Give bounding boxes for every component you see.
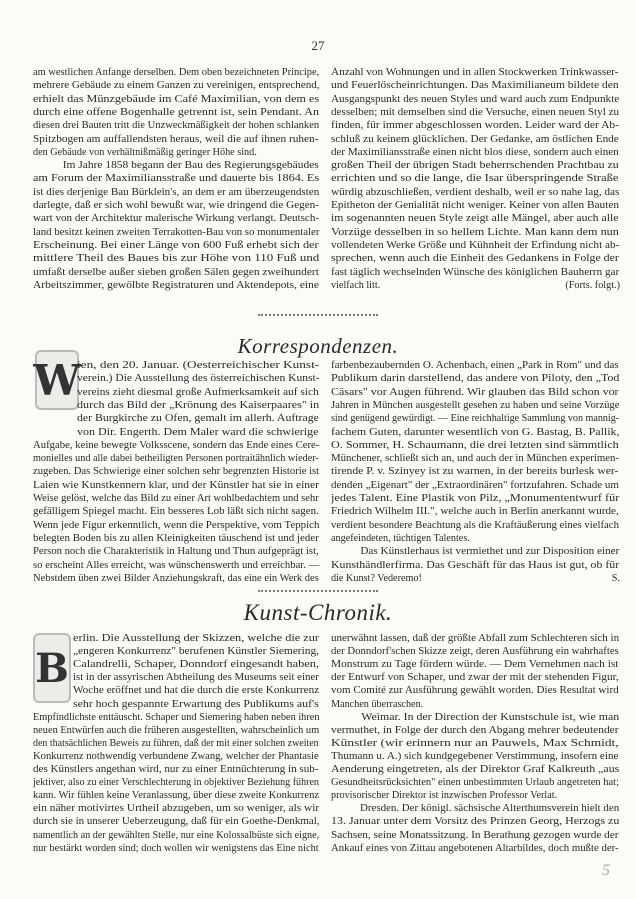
text-line-content: der Maximiliansstraße einen nicht blos diese, sondern auch einen xyxy=(331,146,619,158)
text-line-content: mittlere Theil des Baues bis zur Höhe von 110 Fuß und xyxy=(33,253,320,265)
text-line-content: am westlichen Anfange derselben. Dem oben bezeichneten Principe, xyxy=(33,67,320,78)
text-line xyxy=(73,699,320,711)
text-line-content: den Gebäude von verhältnißmäßig geringer Höhe sind. xyxy=(33,146,257,158)
text-line-content: fast täglich wechselnden Wünsche des königlichen Bauherrn gar xyxy=(331,266,620,278)
text-line xyxy=(331,764,620,776)
text-line-content: sind genügend gewürdigt. — Eine reichhaltige Sammlung von mannig- xyxy=(331,413,620,425)
text-line-content: Manchen überraschen. xyxy=(331,698,424,710)
text-line-content: vermuthet, in Folge der durch den Abgang mehrer bedeutender xyxy=(331,724,619,736)
text-line-content: der Entwurf von Schaper, und zwar der mit der stehenden Figur, xyxy=(331,672,619,684)
text-line-content: Person noch die Charakteristik in Haltung und Thun aufgeprägt ist, xyxy=(33,546,319,558)
text-line-content: nur bestärkt worden sind; doch wollen wir wenigstens das Eine nicht xyxy=(33,842,319,854)
text-line-content: vollendeten Werke Größe und Kühnheit der Erfindung nicht ab- xyxy=(331,239,620,251)
text-line-content: Ausgangspunkt des neuen Styles und ward auch zum Endpunkte xyxy=(331,93,620,105)
text-line-content: namentlich an der gewählten Stelle, nur eine Kolossalbüste sich eigne, xyxy=(33,829,320,841)
text-line xyxy=(331,830,620,842)
kunst-chronik-right-column xyxy=(331,0,620,880)
korrespondenzen-heading: Korrespondenzen. xyxy=(237,334,399,358)
text-line-content: Künstler (wir erinnern nur an Pauwels, Max Schmidt, xyxy=(331,737,619,749)
text-line-content: fachem Guten, darunter wesentlich von G. Bastag, B. Pallik, xyxy=(331,426,620,438)
text-line-content: ien, den 20. Januar. (Oesterreichischer Kunst- xyxy=(77,360,320,371)
text-line-content: der Burgkirche zu Ofen, gemalt im allerh. Auftrage xyxy=(77,413,319,425)
text-line-content: Spitzbogen am auffallendsten heraus, weil die auf ihnen ruhen- xyxy=(33,133,319,145)
text-line-content: O. Sommer, H. Schaumann, die drei letzten sind sämmtlich xyxy=(331,439,619,451)
text-line-content: verdient besondere Beachtung als die Kraftäußerung eines vielfach xyxy=(331,519,619,531)
pencil-margin-note: 5 xyxy=(602,862,610,879)
text-line-content: die Kunst? Vederemo! xyxy=(331,572,422,584)
text-line-content: Gesundheitsrücksichten" einen unbestimmten Urlaub angetreten hat; xyxy=(331,777,620,789)
text-line-content: ein näher motivirtes Urtheil abzugeben, um so weniger, als wir xyxy=(33,803,320,815)
text-line-content: Weimar. In der Direction der Kunstschule ist, wie man xyxy=(361,711,620,723)
text-line-content: Friedrich Wilhelm III.", welche auch in Berlin anerkannt wurde, xyxy=(331,506,619,518)
text-line xyxy=(33,816,320,828)
text-line-content: land besitzt keinen zweiten Terrakotten-Bau von so monumentaler xyxy=(33,226,320,238)
text-line xyxy=(73,646,320,658)
text-line-content: Aufgabe, keine bewegte Volksscene, sondern das Ende eines Cere- xyxy=(33,439,320,451)
text-line-content: wart von der Architektur malerische Wirkung verlangt. Deutsch- xyxy=(33,213,320,225)
text-line xyxy=(73,633,320,645)
author-signature: S. xyxy=(611,572,620,584)
text-line-content: Arbeitszimmer, gewölbte Registraturen und Aktendepots, eine xyxy=(33,279,319,291)
text-line xyxy=(331,633,620,645)
text-line-content: angefeindeten, tüchtigen Talentes. xyxy=(331,532,470,544)
text-line-content: jedes Talent. Eine Plastik von Pilz, „Monumententwurf für xyxy=(331,493,620,504)
text-line-content: Im Jahre 1858 begann der Bau des Regierungsgebäudes xyxy=(62,160,319,172)
text-line-content: diesen drei Bauten tritt die Unzweckmäßigkeit der hohen schlanken xyxy=(33,120,320,132)
text-line-content: am Forum der Maximiliansstraße und dauerte bis 1864. Es xyxy=(33,173,320,185)
text-line-content: Woche eröffnet und hat die durch die erste Konkurrenz xyxy=(73,685,320,697)
text-line xyxy=(331,725,620,737)
page-number: 27 xyxy=(311,38,325,53)
text-line-content: Publikum darin darstellend, das andere von Piloty, den „Tod xyxy=(331,373,620,385)
text-line xyxy=(331,790,620,802)
text-line xyxy=(331,816,620,828)
text-line-content: Erscheinung. Bei einer Länge von 600 Fuß erhebt sich der xyxy=(33,239,319,251)
drop-cap-w: W xyxy=(35,350,79,410)
text-line-content: durch sie in unserer Ueberzeugung, daß für ein Goethe-Denkmal, xyxy=(33,816,320,828)
text-line-content: gefälligem Spiegel macht. Ein besseres Lob läßt sich nicht sagen. xyxy=(33,506,319,518)
text-line xyxy=(73,685,320,697)
text-line-content: neuen Entwürfen auch die früheren ausgestellten, wahrscheinlich um xyxy=(33,724,320,736)
continuation-note: (Forts. folgt.) xyxy=(565,279,620,291)
text-line-content: Wenn jede Figur erkenntlich, wenn die Perspektive, vom Teppich xyxy=(33,519,320,531)
text-line xyxy=(331,777,620,789)
text-line-content: Cäsars" vor Augen führend. Wir glauben das Bild schon vor xyxy=(331,386,619,398)
text-line-content: des Künstlers angethan wird, nur zu einer Entnüchterung in sub- xyxy=(33,764,319,775)
text-line-content: Monstrum zu Tage fördern würde. — Dem Vernehmen nach ist xyxy=(331,659,619,671)
text-line-content: Empfindlichste enttäuscht. Schaper und Siemering haben neben ihren xyxy=(33,711,320,723)
text-line xyxy=(33,712,320,724)
text-line-content: den thatsächlichen Beweis zu führen, daß der mit einer solchen zweiten xyxy=(33,737,319,749)
drop-cap-b: B xyxy=(33,633,71,703)
text-line-content: Laien wie Kunstkennern klar, und der Künstler hat sie in einer xyxy=(33,479,319,491)
text-line-content: im sogenannten neuen Style zeigt alle Mängel, aber auch alle xyxy=(331,213,619,225)
text-line-content: darlegte, daß er sich wohl bewußt war, wie dringend die Gegen- xyxy=(33,200,319,211)
text-line-content: würdig abzuschließen, verdient deshalb, weil er so nahe lag, das xyxy=(331,186,620,198)
text-line xyxy=(331,843,620,855)
text-line xyxy=(331,672,620,684)
text-line-content: errichten und so die lange, die Isar überspringende Straße xyxy=(331,173,619,185)
text-line-content: kann. Wir fühlen keine Veranlassung, über diese zweite Konkurrenz xyxy=(33,790,320,802)
text-line-content: ist dies derjenige Bau Bürklein's, an dem er am überzeugendsten xyxy=(33,186,320,198)
text-line-content: Epitheton der Genialität nicht weniger. Keiner von allen Bauten xyxy=(331,200,619,211)
text-line xyxy=(331,699,620,711)
text-line-content: belegten Boden bis zu allen Kleinigkeiten täuschend ist und jeder xyxy=(33,532,319,544)
text-line xyxy=(331,751,620,763)
text-line-content: Weise gelöst, welche das Bild zu einer Art wohlbedachtem und sehr xyxy=(33,493,319,504)
text-line-content: der Donndorf'schen Skizze zeigt, deren Ausführung ein wahrhaftes xyxy=(331,646,619,658)
text-line xyxy=(33,803,320,815)
text-line xyxy=(33,725,320,737)
text-line-content: Kunsthändlerfirma. Das Geschäft für das Haus ist gut, ob für xyxy=(331,559,620,571)
text-line-content: monielles und alle dabei betheiligten Personen portraitähnlich wieder- xyxy=(33,453,319,465)
text-line-content: und Feuerlöscheinrichtungen. Das Maximilianeum bildete den xyxy=(331,80,619,92)
text-line-content: denden „Eigenart" der „Extraordinären" fortzufahren. Schade um xyxy=(331,479,619,491)
text-line-content: finden, für immer abgeschlossen worden. Leider ward der Ab- xyxy=(331,120,620,132)
text-line-content: schluß zu keinem glücklichen. Der Gedanke, am östlichen Ende xyxy=(331,133,619,145)
text-line xyxy=(33,830,320,842)
text-line xyxy=(33,777,320,789)
text-line xyxy=(331,659,620,671)
text-line-content: von Dir. Engerth. Dem Maler ward die schwierige xyxy=(77,426,319,438)
text-line-content: tirende P. v. Szinyey ist zu warnen, in der bereits burlesk wer- xyxy=(331,466,619,478)
text-line-content: sprechen, wenn auch die Einheit des Gedankens in Folge der xyxy=(331,253,619,265)
text-line xyxy=(331,738,620,750)
text-line xyxy=(331,803,620,815)
text-line-content: Ankauf eines von Zittau angebotenen Altarbildes, doch mußte der- xyxy=(331,842,619,854)
text-line-content: sehr hoch gespannte Erwartung des Publikums auf's xyxy=(73,698,319,710)
text-line-content: erlin. Die Ausstellung der Skizzen, welche die zur xyxy=(73,633,319,644)
text-line-content: ist in der assyrischen Abtheilung des Museums seit einer xyxy=(73,672,319,684)
text-line xyxy=(73,659,320,671)
text-line-content: Calandrelli, Schaper, Donndorf eingesandt haben, xyxy=(73,659,319,671)
text-line-content: Das Künstlerhaus ist vermiethet und zur Disposition einer xyxy=(360,546,620,558)
text-line-content: so erscheint Alles erreicht, was wünschenswerth und erreichbar. — xyxy=(33,559,320,571)
kunst-chronik-left-column xyxy=(33,0,320,880)
text-line xyxy=(33,764,320,776)
text-line-content: Dresden. Der königl. sächsische Alterthumsverein hielt den xyxy=(359,803,620,815)
text-line xyxy=(33,738,320,750)
text-line-content: desselben; mit demselben sind die Versuche, einen neuen Styl zu xyxy=(331,106,620,118)
text-line-content: 13. Januar unter dem Vorsitz des Prinzen Georg, Herzogs zu xyxy=(331,816,620,828)
kunst-chronik-heading: Kunst-Chronik. xyxy=(243,600,393,625)
text-line-content: Thumann u. A.) sich kundgegebener Verstimmung, insofern eine xyxy=(331,750,619,762)
text-line xyxy=(33,843,320,855)
text-line-content: Jahren in München ausgestellt gesehen zu haben und seine Vorzüge xyxy=(331,399,620,411)
text-line-content: Anzahl von Wohnungen und in allen Stockwerken Trinkwasser- xyxy=(331,67,619,78)
text-line xyxy=(331,712,620,724)
text-line-content: Nebstdem üben zwei Bilder Anziehungskraft, das eine ein Werk des xyxy=(33,572,319,584)
text-line xyxy=(33,790,320,802)
text-line-content: umfaßt derselbe außer sieben großen Sälen gegen zweihundert xyxy=(33,266,319,278)
text-line-content: „engeren Konkurrenz" berufenen Künstler Siemering, xyxy=(73,646,320,658)
text-line-content: Vorzüge desselben in so hellem Lichte. Man kann dem nun xyxy=(331,226,619,238)
text-line-content: jektiver, also zu einer Verschlechterung in objektiver Beziehung führen xyxy=(33,777,319,789)
text-line-content: Sachsen, seine Monatssitzung. In Berathung gezogen wurde der xyxy=(331,829,619,841)
text-line xyxy=(331,646,620,658)
text-line-content: Münchener, schließt sich an, und auch der in München experimen- xyxy=(331,453,620,465)
text-line-content: durch das Bild der „Krönung des Kaiserpaares" in xyxy=(77,399,320,411)
text-line-content: verein.) Die Ausstellung des österreichischen Kunst- xyxy=(77,373,320,385)
text-line-content: zugeben. Das Schwierige einer solchen sehr begrenzten Historie ist xyxy=(33,466,320,478)
text-line-content: Aenderung eingetreten, als der Direktor Graf Kalkreuth „aus xyxy=(331,764,620,775)
text-line xyxy=(73,672,320,684)
text-line-content: farbenbezaubernden O. Achenbach, einen „Park in Rom" und das xyxy=(331,360,619,371)
text-line-content: mehrere Gebäude zu einem Ganzen zu vereinigen, entsprechend, xyxy=(33,80,320,92)
text-line-content: Konkurrenz nothwendig verbundene Zwang, welcher der Phantasie xyxy=(33,750,319,762)
text-line xyxy=(331,685,620,697)
text-line-content: vereins zieht diesmal große Aufmerksamkeit auf sich xyxy=(77,386,319,398)
text-line-content: erhielt das Münzgebäude im Café Maximilian, von dem es xyxy=(33,93,320,105)
text-line xyxy=(33,751,320,763)
text-line-content: vielfach litt. xyxy=(331,279,381,291)
text-line-content: provisorischer Direktor ist inzwischen Professor Verlat. xyxy=(331,790,558,802)
text-line-content: unerwähnt lassen, daß der größte Abfall zum Schlechteren sich in xyxy=(331,633,620,644)
text-line-content: vom Comité zur Ausführung gewählt worden. Dies Resultat wird xyxy=(331,685,619,697)
text-line-content: großen Theil der übrigen Stadt beherrschenden Prachtbau zu xyxy=(331,160,619,172)
text-line-content: durch eine offene Bogenhalle getrennt ist, sein Pendant. An xyxy=(33,106,319,118)
